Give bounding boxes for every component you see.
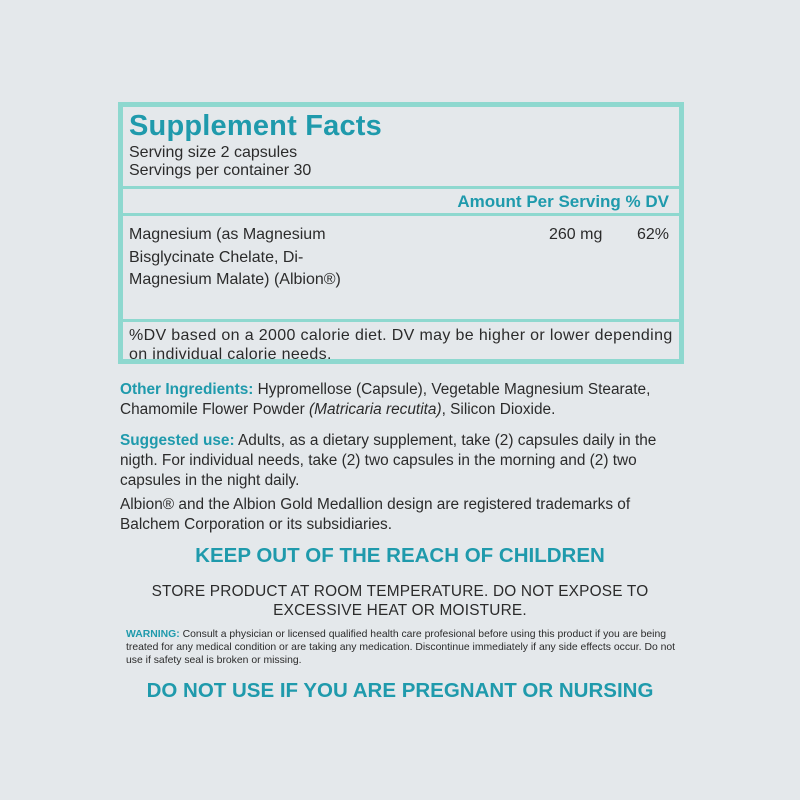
other-ingredients-label: Other Ingredients: <box>120 381 254 398</box>
servings-per-container: Servings per container 30 <box>129 162 312 179</box>
nutrient-name: Magnesium (as Magnesium Bisglycinate Chelate, Di-Magnesium Malate) (Albion®) <box>129 226 341 288</box>
warning-text <box>126 628 678 667</box>
pregnancy-warning-heading: DO NOT USE IF YOU ARE PREGNANT OR NURSING <box>146 679 654 702</box>
nutrient-amount: 260 mg <box>549 226 603 243</box>
nutrient-daily-value: 62% <box>636 226 669 243</box>
daily-value-footnote: %DV based on a 2000 calorie diet. DV may be higher or lower depending on individual calorie needs. <box>129 327 673 363</box>
divider <box>123 319 679 322</box>
divider <box>123 213 679 216</box>
amount-per-serving-header: Amount Per Serving % DV <box>457 192 669 211</box>
divider <box>123 186 679 189</box>
suggested-use-label: Suggested use: <box>120 432 235 449</box>
trademark-note: Albion® and the Albion Gold Medallion design are registered trademarks of Balchem Corporation or its subsidiaries. <box>120 496 631 533</box>
supplement-facts-panel <box>118 102 684 364</box>
suggested-use-text: Adults, as a dietary supplement, take (2) capsules daily in the nigth. For individual needs, take (2) two capsules in the morning and (2) two capsules in the night daily. <box>120 432 657 489</box>
warning-body: Consult a physician or licensed qualified health care profesional before using this product if you are being treated for any medical condition or are taking any medication. Discontinue immediately if any side effects occur. Do not use if safety seal is broken or missing. <box>126 629 676 666</box>
other-ingredients <box>120 380 680 420</box>
keep-out-of-reach-heading: KEEP OUT OF THE REACH OF CHILDREN <box>195 544 605 567</box>
storage-instructions: STORE PRODUCT AT ROOM TEMPERATURE. DO NOT EXPOSE TO EXCESSIVE HEAT OR MOISTURE. <box>151 583 649 619</box>
other-ingredients-text: Hypromellose (Capsule), Vegetable Magnesium Stearate, Chamomile Flower Powder <box>120 381 651 418</box>
serving-size: Serving size 2 capsules <box>129 144 298 161</box>
other-ingredients-text-end: , Silicon Dioxide. <box>441 401 556 418</box>
warning-label: WARNING: <box>126 629 180 640</box>
other-ingredients-latin-name: (Matricaria recutita) <box>309 401 442 418</box>
supplement-facts-title: Supplement Facts <box>129 110 382 142</box>
suggested-use <box>120 431 680 491</box>
